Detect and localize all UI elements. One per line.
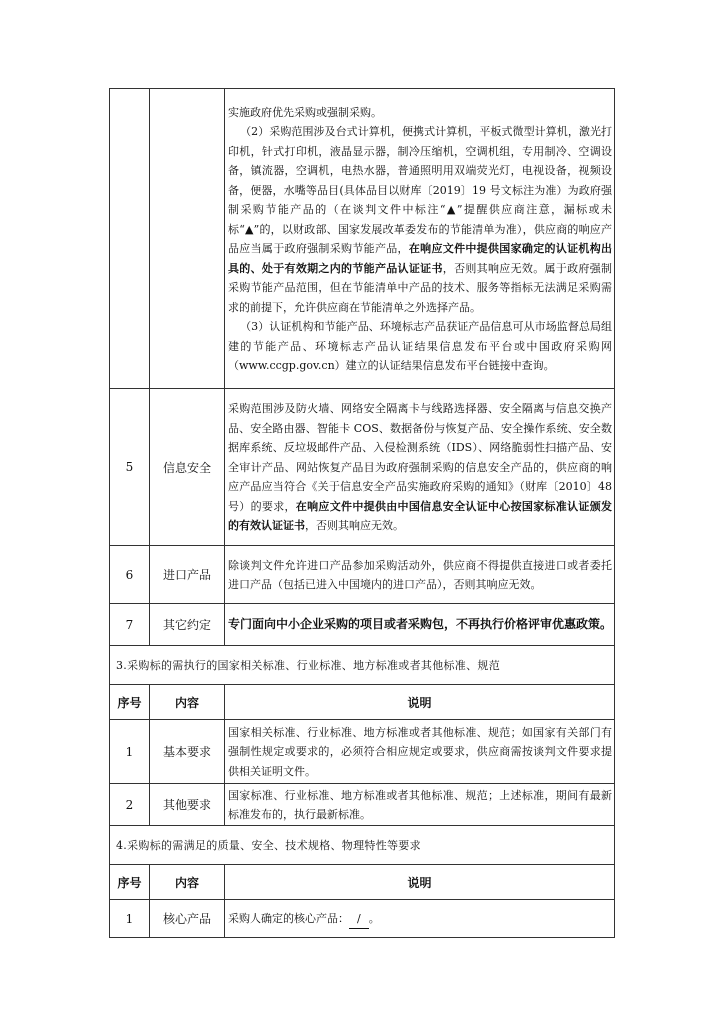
row-number: 1: [110, 720, 150, 784]
header-content: 内容: [150, 685, 225, 720]
section-heading-row: [110, 826, 615, 865]
section-heading-row: [110, 646, 615, 685]
row-content-name: 进口产品: [150, 546, 225, 604]
header-content: 内容: [150, 865, 225, 900]
row-description: 国家标准、行业标准、地方标准或者其他标准、规范；上述标准，期间有最新标准发布的，执行最新标准。: [225, 784, 615, 826]
row-description: 除谈判文件允许进口产品参加采购活动外，供应商不得提供直接进口或者委托进口产品（包括已进入中国境内的进口产品），否则其响应无效。: [225, 546, 615, 604]
row-content-name: 基本要求: [150, 720, 225, 784]
row-content-name: 其他要求: [150, 784, 225, 826]
document-page: [109, 88, 614, 938]
table-row-continued: [110, 89, 615, 389]
row-content-name: 核心产品: [150, 900, 225, 938]
header-no: 序号: [110, 865, 150, 900]
table-row: [110, 900, 615, 938]
row-description: [225, 389, 615, 546]
paragraph-certification: （3）认证机构和节能产品、环境标志产品获证产品信息可从市场监督总局组建的节能产品、环境标志产品认证结果信息发布平台或中国政府采购网（www.ccgp.gov.cn）建立的认证结果信息发布平台链接中查询。: [228, 320, 612, 372]
row-number: 2: [110, 784, 150, 826]
row-number: 5: [110, 389, 150, 546]
text: 采购人确定的核心产品：: [228, 911, 349, 925]
row-number: 7: [110, 604, 150, 646]
row-description: 国家相关标准、行业标准、地方标准或者其他标准、规范；如国家有关部门有强制性规定或要求的，必须符合相应规定或要求，供应商需按谈判文件要求提供相关证明文件。: [225, 720, 615, 784]
paragraph: [228, 399, 612, 536]
section-3-title: 3.采购标的需执行的国家相关标准、行业标准、地方标准或者其他标准、规范: [110, 646, 615, 685]
header-desc: 说明: [225, 685, 615, 720]
cell-name-empty: [150, 89, 225, 389]
header-no: 序号: [110, 685, 150, 720]
table-header-row: [110, 685, 615, 720]
bold-text: 在响应文件中提供由中国信息安全认证中心按国家标准认证颁发的有效认证证书: [228, 499, 613, 533]
row-description: 专门面向中小企业采购的项目或者采购包，不再执行价格评审优惠政策。: [225, 604, 615, 646]
table-row: [110, 784, 615, 826]
row-number: 6: [110, 546, 150, 604]
cell-energy-saving-text: [225, 89, 615, 389]
table-row: [110, 720, 615, 784]
table-row-imports: [110, 546, 615, 604]
text: ，否则其响应无效。: [305, 519, 404, 533]
text: 采购范围涉及防火墙、网络安全隔离卡与线路选择器、安全隔离与信息交换产品、安全路由器、智能卡 COS、数据备份与恢复产品、安全操作系统、安全数据库系统、反垃圾邮件产品、入侵检测系统（IDS）、网络脆弱性扫描产品、安全审计产品、网站恢复产品目为政府强制采购的信息安全产品的，供应商的响应产品应当符合《关于信息安全产品实施政府采购的通知》（财库〔2010〕48 号）的要求，: [228, 402, 612, 513]
text: ，否则其响应无效。属于政府强制采购节能产品范围，但在节能清单中产品的技术、服务等指标无法满足采购需求的前提下，允许供应商在节能清单之外选择产品。: [228, 261, 613, 314]
paragraph: 实施政府优先采购或强制采购。: [228, 105, 382, 119]
text: （2）采购范围涉及台式计算机，便携式计算机，平板式微型计算机，激光打印机，针式打印机，液晶显示器，制冷压缩机，空调机组，专用制冷、空调设备，镇流器，空调机，电热水器，普通照明用双端荧光灯，电视设备，视频设备，便器，水嘴等品目(具体品目以财库〔2019〕19 号文标注为准）为政府强制采购节能产品的（在谈判文件中标注“▲”提醒供应商注意，漏标或未标“▲”的，以财政部、国家发展改革委发布的节能清单为准），供应商的响应产品应当属于政府强制采购节能产品，: [228, 125, 612, 255]
table-row-other: [110, 604, 615, 646]
paragraph-energy-saving: [228, 122, 612, 317]
text: 。: [368, 911, 380, 925]
header-desc: 说明: [225, 865, 615, 900]
row-content-name: 信息安全: [150, 389, 225, 546]
row-content-name: 其它约定: [150, 604, 225, 646]
table-header-row: [110, 865, 615, 900]
row-number: 1: [110, 900, 150, 938]
bold-text: 在响应文件中提供国家确定的认证机构出具的、处于有效期之内的节能产品认证证书: [228, 242, 613, 275]
table-row-info-security: [110, 389, 615, 546]
row-description: [225, 900, 615, 938]
section-4-title: 4.采购标的需满足的质量、安全、技术规格、物理特性等要求: [110, 826, 615, 865]
requirements-table: [109, 88, 615, 938]
blank-fill: /: [349, 909, 369, 930]
cell-no-empty: [110, 89, 150, 389]
